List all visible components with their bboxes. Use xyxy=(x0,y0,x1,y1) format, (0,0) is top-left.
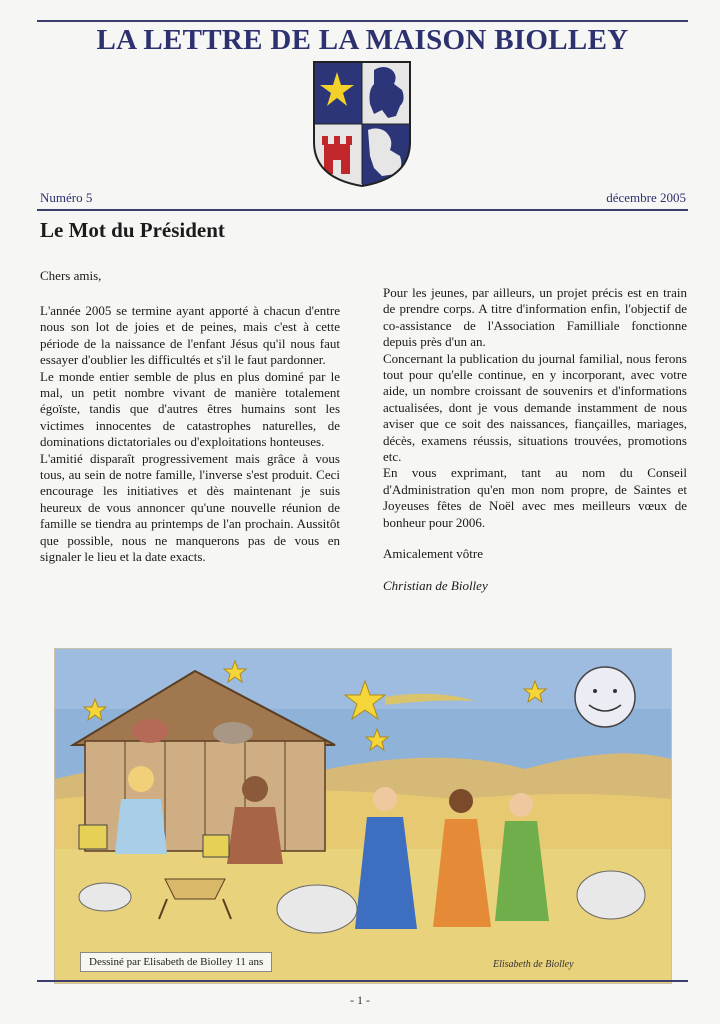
artist-signature: Elisabeth de Biolley xyxy=(493,959,574,970)
left-column xyxy=(40,303,340,566)
paragraph: L'amitié disparaît progressivement mais grâce à vous tous, au sein de notre famille, l'inverse s'est produit. Ceci encourage les initiatives et dès maintenant je suis heureux de vous annoncer qu'une nouvelle réunion de famille se tiendra au printemps de l'an prochain. Aussitôt que possible, nous ne manquerons pas de vous en signaler le lieu et la date exacts. xyxy=(40,450,340,565)
drawing-caption: Dessiné par Elisabeth de Biolley 11 ans xyxy=(80,952,272,972)
paragraph: En vous exprimant, tant au nom du Conseil d'Administration qu'en mon nom propre, de Saintes et Joyeuses fêtes de Noël avec mes meilleurs vœux de bonheur pour 2006. xyxy=(383,465,687,530)
bottom-rule xyxy=(37,980,688,982)
top-rule xyxy=(37,20,688,22)
masthead-title: LA LETTRE DE LA MAISON BIOLLEY xyxy=(96,24,629,56)
nativity-drawing xyxy=(54,648,672,984)
closing: Amicalement vôtre xyxy=(383,546,483,562)
paragraph: Pour les jeunes, par ailleurs, un projet précis est en train de prendre corps. A titre d'information enfin, l'objectif de co-assistance de l'Association Familliale fonctionne depuis près d'un an. xyxy=(383,285,687,350)
article-title: Le Mot du Président xyxy=(40,218,225,242)
signature: Christian de Biolley xyxy=(383,577,488,593)
paragraph: L'année 2005 se termine ayant apporté à chacun d'entre nous son lot de joies et de peines, mais c'est à cette période de la naissance de l'enfant Jésus qu'il nous faut essayer d'oublier les difficultés et s'il le faut pardonner. xyxy=(40,303,340,368)
right-column xyxy=(383,285,687,594)
issue-number: Numéro 5 xyxy=(40,190,93,205)
page-number: - 1 - xyxy=(350,993,370,1007)
family-crest-icon xyxy=(312,60,412,188)
salutation: Chers amis, xyxy=(40,268,102,283)
paragraph: Concernant la publication du journal familial, nous ferons tout pour qu'elle continue, en y incorporant, avec votre aide, un nombre croissant de souvenirs et d'informations actualisées, dont je vous demande instamment de nous aviser que ce soit des naissances, fiançailles, mariages, décès, examens réussis, situations trouvées, promotions etc. xyxy=(383,350,687,465)
paragraph: Le monde entier semble de plus en plus dominé par le mal, un petit nombre vivant de manière totalement égoïste, tandis que d'autres êtres humains sont les victimes innocentes de catastrophes naturelles, de dominations dictatoriales ou d'exploitations honteuses. xyxy=(40,368,340,450)
header-rule xyxy=(37,209,688,211)
issue-date: décembre 2005 xyxy=(606,190,686,205)
